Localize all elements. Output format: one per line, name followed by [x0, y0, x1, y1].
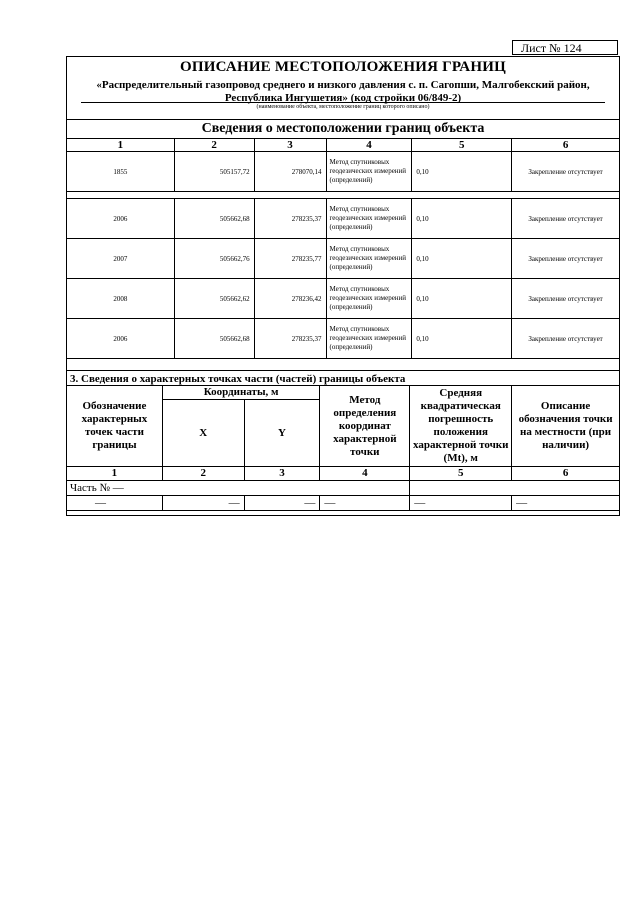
error-cell: 0,10 — [412, 279, 512, 319]
empty-cell: — — [320, 496, 410, 511]
column-header-description: Описание обозначения точки на местности (при наличии) — [512, 386, 620, 467]
coord-y-cell: 278235,37 — [254, 199, 326, 239]
boundary-table — [66, 138, 620, 359]
point-number-cell: 2007 — [67, 239, 175, 279]
table-row — [67, 319, 620, 359]
column-number: 3 — [244, 467, 320, 481]
column-header-y: Y — [244, 400, 320, 467]
empty-cell: — — [512, 496, 620, 511]
table-row — [67, 152, 620, 192]
empty-cell: — — [162, 496, 244, 511]
description-cell: Закрепление отсутствует — [512, 152, 620, 192]
column-number: 1 — [67, 467, 163, 481]
method-cell: Метод спутниковых геодезических измерений (определений) — [326, 152, 412, 192]
coord-y-cell: 278235,77 — [254, 239, 326, 279]
part-label-empty — [410, 481, 620, 496]
column-header: 2 — [174, 139, 254, 152]
title-block — [67, 57, 619, 120]
empty-cell: — — [67, 496, 163, 511]
object-name: «Распределительный газопровод среднего и низкого давления с. п. Сагопши, Малгобекский район, Республика Ингушетия» (код стройки 06/849-2) — [96, 79, 590, 104]
column-header-error: Средняя квадратическая погрешность положения характерной точки (Mt), м — [410, 386, 512, 467]
error-cell: 0,10 — [412, 239, 512, 279]
coord-y-cell: 278235,37 — [254, 319, 326, 359]
column-header-coordinates: Координаты, м — [162, 386, 320, 400]
column-numbers-row — [67, 467, 620, 481]
method-cell: Метод спутниковых геодезических измерений (определений) — [326, 319, 412, 359]
column-header: 1 — [67, 139, 175, 152]
point-number-cell: 1855 — [67, 152, 175, 192]
point-number-cell: 2008 — [67, 279, 175, 319]
sheet-number: Лист № 124 — [512, 40, 618, 55]
column-number: 4 — [320, 467, 410, 481]
column-header-method: Метод определения координат характерной точки — [320, 386, 410, 467]
page-title: ОПИСАНИЕ МЕСТОПОЛОЖЕНИЯ ГРАНИЦ — [180, 59, 506, 75]
column-header: 6 — [512, 139, 620, 152]
point-number-cell: 2006 — [67, 199, 175, 239]
section-title: Сведения о местоположении границ объекта — [67, 119, 619, 139]
error-cell: 0,10 — [412, 199, 512, 239]
section3-title: 3. Сведения о характерных точках части (частей) границы объекта — [67, 370, 619, 386]
coord-x-cell: 505662,68 — [174, 199, 254, 239]
table-row — [67, 239, 620, 279]
column-header-x: X — [162, 400, 244, 467]
coord-x-cell: 505662,76 — [174, 239, 254, 279]
column-number: 6 — [512, 467, 620, 481]
description-cell: Закрепление отсутствует — [512, 199, 620, 239]
column-number: 5 — [410, 467, 512, 481]
column-header: 3 — [254, 139, 326, 152]
part-boundary-table — [66, 385, 620, 511]
coord-y-cell: 278070,14 — [254, 152, 326, 192]
table-row — [67, 199, 620, 239]
empty-cell: — — [410, 496, 512, 511]
empty-cell: — — [244, 496, 320, 511]
description-cell: Закрепление отсутствует — [512, 279, 620, 319]
title-caption: (наименование объекта, местоположение границ которого описано) — [256, 104, 430, 110]
part-label: Часть № — — [67, 481, 410, 496]
row-gap — [67, 192, 620, 199]
method-cell: Метод спутниковых геодезических измерений (определений) — [326, 279, 412, 319]
method-cell: Метод спутниковых геодезических измерений (определений) — [326, 199, 412, 239]
coord-y-cell: 278236,42 — [254, 279, 326, 319]
part-row — [67, 481, 620, 496]
point-number-cell: 2006 — [67, 319, 175, 359]
table-header-row — [67, 139, 620, 152]
coord-x-cell: 505157,72 — [174, 152, 254, 192]
table-row — [67, 279, 620, 319]
document-frame — [66, 56, 620, 516]
empty-data-row — [67, 496, 620, 511]
column-number: 2 — [162, 467, 244, 481]
coord-x-cell: 505662,68 — [174, 319, 254, 359]
description-cell: Закрепление отсутствует — [512, 239, 620, 279]
description-cell: Закрепление отсутствует — [512, 319, 620, 359]
gap-cell — [67, 192, 620, 199]
method-cell: Метод спутниковых геодезических измерений (определений) — [326, 239, 412, 279]
column-header-designation: Обозначение характерных точек части границы — [67, 386, 163, 467]
column-header: 5 — [412, 139, 512, 152]
error-cell: 0,10 — [412, 152, 512, 192]
column-header: 4 — [326, 139, 412, 152]
error-cell: 0,10 — [412, 319, 512, 359]
coord-x-cell: 505662,62 — [174, 279, 254, 319]
